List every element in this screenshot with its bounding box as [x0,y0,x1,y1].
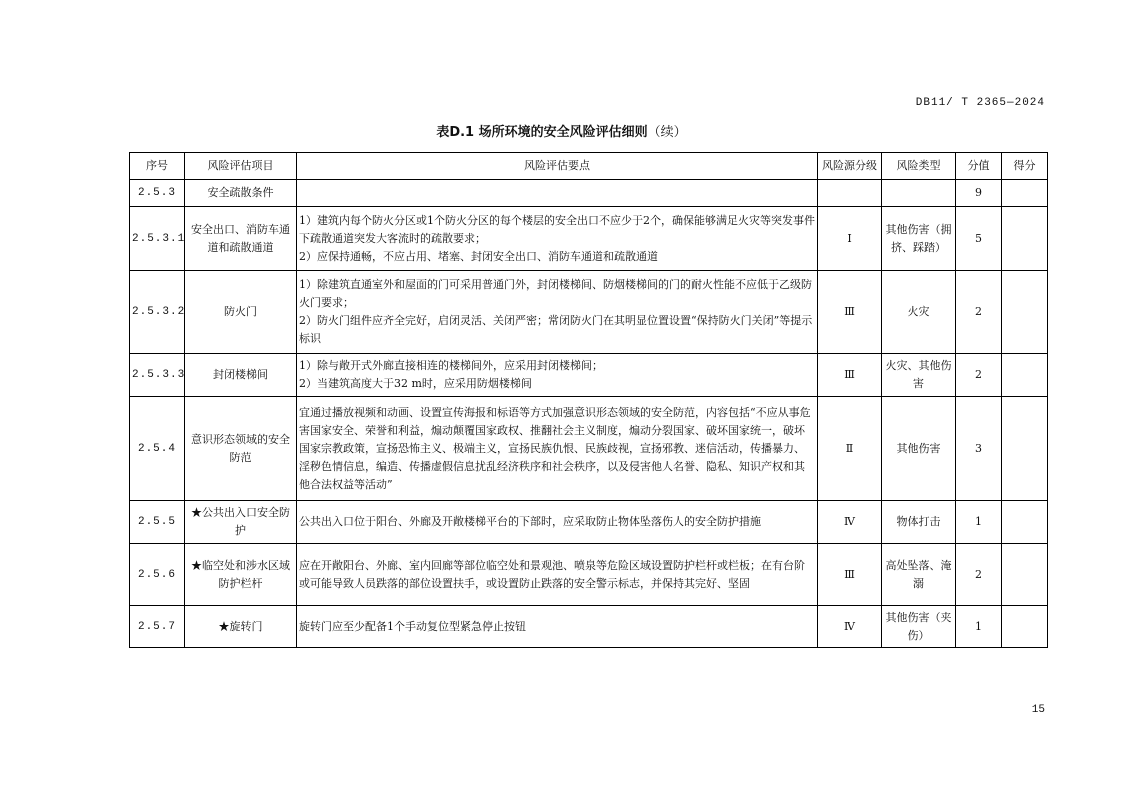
row-score: 3 [956,397,1002,501]
row-level [818,180,882,207]
column-header: 风险源分级 [818,153,882,180]
row-points [297,501,818,544]
table-row [130,606,1048,648]
row-item: 防火门 [185,271,297,354]
row-score: 5 [956,207,1002,271]
row-score: 1 [956,606,1002,648]
point-line: 应在开敞阳台、外廊、室内回廊等部位临空处和景观池、喷泉等危险区域设置防护栏杆或栏板；在有台阶或可能导致人员跌落的部位设置扶手，或设置防止跌落的安全警示标志，并保持其完好、坚固 [299,558,805,590]
row-got [1002,207,1048,271]
row-score: 1 [956,501,1002,544]
row-seq: 2.5.4 [130,397,185,501]
row-item: ★公共出入口安全防护 [185,501,297,544]
column-header: 序号 [130,153,185,180]
row-level: Ⅲ [818,354,882,397]
column-header: 风险评估要点 [297,153,818,180]
row-seq: 2.5.3 [130,180,185,207]
row-item: 安全出口、消防车通道和疏散通道 [185,207,297,271]
row-level: Ⅲ [818,544,882,606]
table-row [130,397,1048,501]
row-level: Ⅳ [818,501,882,544]
row-type: 其他伤害（夹伤） [882,606,956,648]
point-line: 公共出入口位于阳台、外廊及开敞楼梯平台的下部时，应采取防止物体坠落伤人的安全防护措施 [299,515,761,528]
row-score: 9 [956,180,1002,207]
document-id: DB11/ T 2365—2024 [915,97,1045,109]
table-title [0,121,1123,140]
table-title-main: 表D.1 场所环境的安全风险评估细则 [436,125,648,140]
row-seq: 2.5.6 [130,544,185,606]
point-line: 2）应保持通畅，不应占用、堵塞、封闭安全出口、消防车通道和疏散通道 [299,249,658,263]
table-row [130,544,1048,606]
row-level: Ⅲ [818,271,882,354]
row-points [297,354,818,397]
table-row [130,271,1048,354]
point-line: 宜通过播放视频和动画、设置宣传海报和标语等方式加强意识形态领域的安全防范，内容包括“不应从事危害国家安全、荣誉和利益，煽动颠覆国家政权、推翻社会主义制度，煽动分裂国家、破坏国家统一，破坏国家宗教政策，宣扬恐怖主义、极端主义，宣扬民族仇恨、民族歧视，宣扬邪教、迷信活动，传播暴力、淫秽色情信息，编造、传播虚假信息扰乱经济秩序和社会秩序，以及侵害他人名誉、隐私、知识产权和其他合法权益等活动” [299,405,811,491]
row-score: 2 [956,544,1002,606]
column-header: 分值 [956,153,1002,180]
table-row [130,207,1048,271]
row-score: 2 [956,354,1002,397]
risk-assessment-table [129,152,1048,648]
table-row [130,180,1048,207]
row-level: Ⅱ [818,397,882,501]
row-points [297,207,818,271]
row-got [1002,271,1048,354]
table-header-row [130,153,1048,180]
row-type: 高处坠落、淹溺 [882,544,956,606]
row-seq: 2.5.5 [130,501,185,544]
row-item: 意识形态领域的安全防范 [185,397,297,501]
row-got [1002,501,1048,544]
row-got [1002,354,1048,397]
row-got [1002,397,1048,501]
row-type: 火灾 [882,271,956,354]
row-type: 物体打击 [882,501,956,544]
point-line: 2）当建筑高度大于32 m时，应采用防烟楼梯间 [299,377,532,390]
row-type: 火灾、其他伤害 [882,354,956,397]
column-header: 风险类型 [882,153,956,180]
page-number: 15 [1031,704,1045,716]
row-seq: 2.5.3.2 [130,271,185,354]
row-score: 2 [956,271,1002,354]
row-got [1002,544,1048,606]
table-row [130,354,1048,397]
column-header: 风险评估项目 [185,153,297,180]
point-line: 1）除建筑直通室外和屋面的门可采用普通门外，封闭楼梯间、防烟楼梯间的门的耐火性能不应低于乙级防火门要求； [299,278,812,309]
table-title-continued: （续） [647,125,687,140]
point-line: 1）除与敞开式外廊直接相连的楼梯间外，应采用封闭楼梯间； [299,359,603,372]
row-type: 其他伤害 [882,397,956,501]
row-item: 安全疏散条件 [185,180,297,207]
row-points [297,606,818,648]
column-header: 得分 [1002,153,1048,180]
row-level: Ⅳ [818,606,882,648]
row-item: ★临空处和涉水区域防护栏杆 [185,544,297,606]
row-points [297,271,818,354]
point-line: 2）防火门组件应齐全完好，启闭灵活、关闭严密；常闭防火门在其明显位置设置“保持防火门关闭”等提示标识 [299,314,813,345]
row-got [1002,606,1048,648]
row-item: ★旋转门 [185,606,297,648]
row-seq: 2.5.3.3 [130,354,185,397]
row-item: 封闭楼梯间 [185,354,297,397]
row-type: 其他伤害（拥挤、踩踏） [882,207,956,271]
row-points [297,544,818,606]
table-row [130,501,1048,544]
point-line: 旋转门应至少配备1个手动复位型紧急停止按钮 [299,619,526,633]
row-type [882,180,956,207]
row-got [1002,180,1048,207]
row-seq: 2.5.3.1 [130,207,185,271]
row-points [297,180,818,207]
point-line: 1）建筑内每个防火分区或1个防火分区的每个楼层的安全出口不应少于2个，确保能够满足火灾等突发事件下疏散通道突发大客流时的疏散要求； [299,213,815,245]
row-seq: 2.5.7 [130,606,185,648]
row-level: Ⅰ [818,207,882,271]
row-points [297,397,818,501]
